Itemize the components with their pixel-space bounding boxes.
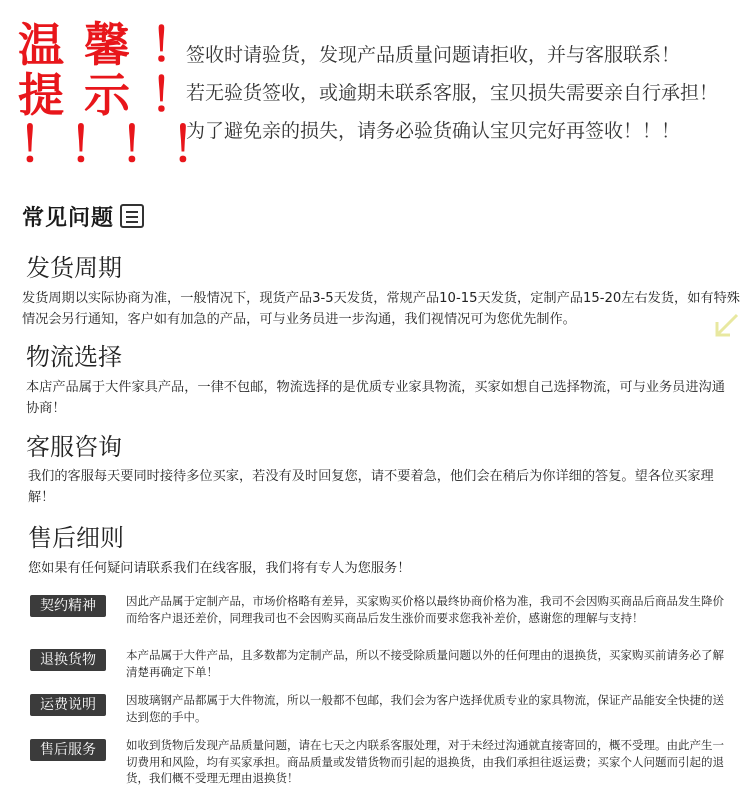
section-title-service: 客服咨询 — [26, 433, 122, 461]
section-title-logistics: 物流选择 — [26, 343, 122, 371]
document-list-icon — [120, 204, 144, 228]
text-shipping-fee: 因玻璃钢产品都属于大件物流，所以一般都不包邮，我们会为客户选择优质专业的家具物流，保证产品能安全快捷的送达到您的手中。 — [126, 693, 724, 724]
warning-title — [18, 18, 223, 173]
badge-returns: 退换货物 — [30, 649, 106, 671]
badge-shipping-fee: 运费说明 — [30, 694, 106, 716]
warning-line-1: 签收时请验货，发现产品质量问题请拒收，并与客服联系！ — [186, 44, 681, 66]
warning-title-line-2: 提 示 ！ — [18, 68, 199, 122]
badge-after-sales-service: 售后服务 — [30, 739, 106, 761]
arrow-watermark-icon — [712, 312, 740, 340]
section-title-shipping: 发货周期 — [26, 254, 122, 282]
faq-heading — [22, 200, 144, 232]
section-body-after-sales: 您如果有任何疑问请联系我们在线客服，我们将有专人为您服务！ — [28, 561, 411, 576]
text-after-sales-service: 如收到货物后发现产品质量问题，请在七天之内联系客服处理，对于未经过沟通就直接寄回的，概不受理。由此产生一切费用和风险，均有买家承担。商品质量或发错货物而引起的退换货，由我们承担往返运费；买家个人问题而引起的退货，我们概不受理无理由退换货！ — [126, 738, 724, 785]
text-contract-spirit: 因此产品属于定制产品，市场价格略有差异，买家购买价格以最终协商价格为准，我司不会因购买商品后商品发生降价而给客户退还差价，同理我司也不会因购买商品后发生涨价而要求您我补差价，感谢您的理解与支持！ — [126, 594, 724, 625]
faq-title: 常见问题 — [22, 205, 115, 231]
warning-line-3: 为了避免亲的损失，请务必验货确认宝贝完好再签收！！！ — [186, 120, 681, 142]
warning-title-line-1: 温 馨 ！ — [18, 18, 199, 72]
text-returns: 本产品属于大件产品，且多数都为定制产品，所以不接受除质量问题以外的任何理由的退换货，买家购买前请务必了解清楚再确定下单！ — [126, 648, 724, 679]
section-body-logistics: 本店产品属于大件家具产品，一律不包邮，物流选择的是优质专业家具物流，买家如想自己选择物流，可与业务员进沟通协商！ — [26, 380, 725, 416]
section-title-after-sales: 售后细则 — [28, 524, 124, 552]
section-body-shipping: 发货周期以实际协商为准，一般情况下，现货产品3-5天发货，常规产品10-15天发货，定制产品15-20左右发货，如有特殊情况会另行通知，客户如有加急的产品，可与业务员进一步沟通，我们视情况可为您优先制作。 — [22, 291, 740, 327]
badge-contract-spirit: 契约精神 — [30, 595, 106, 617]
section-body-service: 我们的客服每天要同时接待多位买家，若没有及时回复您，请不要着急，他们会在稍后为你详细的答复。望各位买家理解！ — [28, 469, 714, 505]
warning-title-line-3: ！！！！ — [18, 117, 223, 173]
warning-line-2: 若无验货签收，或逾期未联系客服，宝贝损失需要亲自行承担！ — [186, 82, 719, 104]
warning-text — [186, 36, 746, 150]
